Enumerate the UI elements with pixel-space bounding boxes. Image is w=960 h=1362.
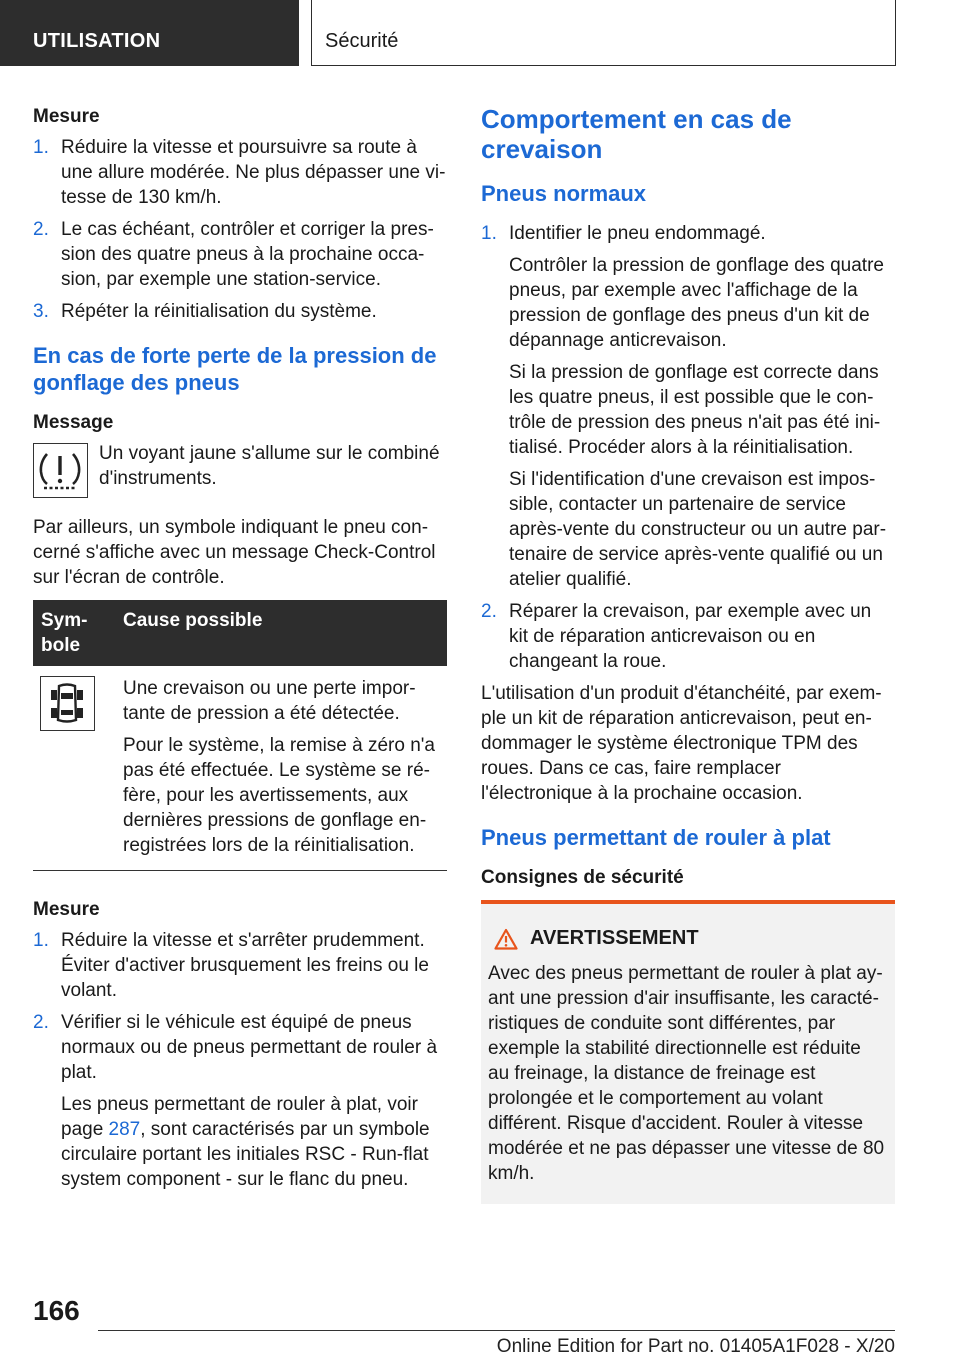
section-tab: UTILISATION bbox=[0, 0, 299, 66]
footer-divider bbox=[98, 1330, 895, 1331]
page-link[interactable]: 287 bbox=[108, 1119, 141, 1140]
right-column bbox=[481, 104, 895, 1204]
page-header bbox=[0, 0, 960, 66]
message-label: Message bbox=[33, 412, 114, 433]
warning-triangle-icon bbox=[494, 928, 518, 950]
step-number: 3. bbox=[33, 301, 49, 322]
cause-cell: Une crevaison ou une perte importante de pression a été détectée. Pour le système, la remise à zéro n'a pas été effectuée. Le système se réfère, pour les avertissements, aux dernières pressions de gonflage enregistrées lors de la réinitialisation. bbox=[115, 666, 447, 871]
message-block bbox=[33, 441, 447, 501]
step-number: 1. bbox=[481, 223, 497, 244]
left-column bbox=[33, 104, 447, 1199]
chapter-tab: Sécurité bbox=[311, 0, 896, 66]
edition-text: Online Edition for Part no. 01405A1F028 - X/20 bbox=[496, 1336, 895, 1357]
mesure-label: Mesure bbox=[33, 899, 100, 920]
flat-tire-car-icon bbox=[40, 676, 95, 731]
heading-forte-perte: En cas de forte perte de la pression de gonflage des pneus bbox=[33, 343, 437, 395]
heading-rouler-a-plat: Pneus permettant de rouler à plat bbox=[481, 825, 831, 850]
step-number: 2. bbox=[33, 1012, 49, 1033]
crevaison-steps bbox=[481, 221, 895, 674]
table-header-cause: Cause possible bbox=[115, 600, 447, 666]
list-item: 1. Identifier le pneu endommagé. Contrôler la pression de gonflage des quatre pneus, par exemple avec l'affichage de la pression de gonflage des pneus d'un kit de dépannage anticrevaison. Si la pression de gonflage est correcte dans les quatre pneus, il est possible que le contrôle de pression des pneus n'ait pas été initialisé. Procéder alors à la réinitialisation. Si l'identification d'une crevaison est impossible, contacter un partenaire de service après-vente du constructeur ou un autre partenaire de service après-vente qualifié ou un atelier qualifié. bbox=[481, 223, 887, 590]
paragraph: Par ailleurs, un symbole indiquant le pneu concerné s'affiche avec un message Check-Control sur l'écran de contrôle. bbox=[33, 517, 436, 588]
heading-pneus-normaux: Pneus normaux bbox=[481, 181, 647, 206]
list-item: 2. Vérifier si le véhicule est équipé de pneus normaux ou de pneus permettant de rouler à plat. Les pneus permettant de rouler à plat, voir page 287, sont caractérisés par un symbole circulaire portant les initiales RSC - Run-flat system component - sur le flanc du pneu. bbox=[33, 1012, 438, 1190]
step-number: 2. bbox=[481, 601, 497, 622]
step-number: 1. bbox=[33, 137, 49, 158]
tire-pressure-warning-icon bbox=[33, 443, 88, 498]
consignes-label: Consignes de sécurité bbox=[481, 867, 684, 888]
symbol-cell bbox=[33, 666, 115, 871]
warning-box bbox=[481, 900, 895, 1204]
list-item: 2. Réparer la crevaison, par exemple avec un kit de réparation anticrevaison ou en changeant la roue. bbox=[481, 601, 872, 672]
mesure-steps bbox=[33, 135, 447, 324]
table-header-symbol: Symbole bbox=[33, 600, 115, 666]
paragraph: L'utilisation d'un produit d'étanchéité, par exemple un kit de réparation anticrevaison, peut endommager le système électronique TPM des roues. Dans ce cas, faire remplacer l'électronique à la prochaine occasion. bbox=[481, 683, 882, 804]
symbol-table bbox=[33, 600, 447, 871]
heading-crevaison: Comportement en cas de crevaison bbox=[481, 104, 792, 164]
page-number: 166 bbox=[33, 1295, 80, 1326]
step-number: 1. bbox=[33, 930, 49, 951]
mesure-steps bbox=[33, 928, 447, 1192]
mesure-label: Mesure bbox=[33, 106, 100, 127]
list-item: 2. Le cas échéant, contrôler et corriger la pression des quatre pneus à la prochaine occasion, par exemple une station-service. bbox=[33, 219, 434, 290]
warning-text: Avec des pneus permettant de rouler à plat ayant une pression d'air insuffisante, les caractéristiques de conduite sont différentes, par exemple la stabilité directionnelle est réduite au freinage, la distance de freinage est prolongée et le comportement au volant différent. Risque d'accident. Rouler à vitesse modérée et ne pas dépasser une vitesse de 80 km/h. bbox=[488, 963, 885, 1184]
list-item: 1. Réduire la vitesse et poursuivre sa route à une allure modérée. Ne plus dépasser une vitesse de 130 km/h. bbox=[33, 137, 446, 208]
warning-title: AVERTISSEMENT bbox=[530, 927, 699, 949]
message-text: Un voyant jaune s'allume sur le combiné d'instruments. bbox=[99, 443, 440, 489]
list-item: 1. Réduire la vitesse et s'arrêter prudemment. Éviter d'activer brusquement les freins ou le volant. bbox=[33, 930, 429, 1001]
table-row bbox=[33, 666, 447, 871]
list-item: 3. Répéter la réinitialisation du système. bbox=[33, 301, 377, 322]
step-number: 2. bbox=[33, 219, 49, 240]
